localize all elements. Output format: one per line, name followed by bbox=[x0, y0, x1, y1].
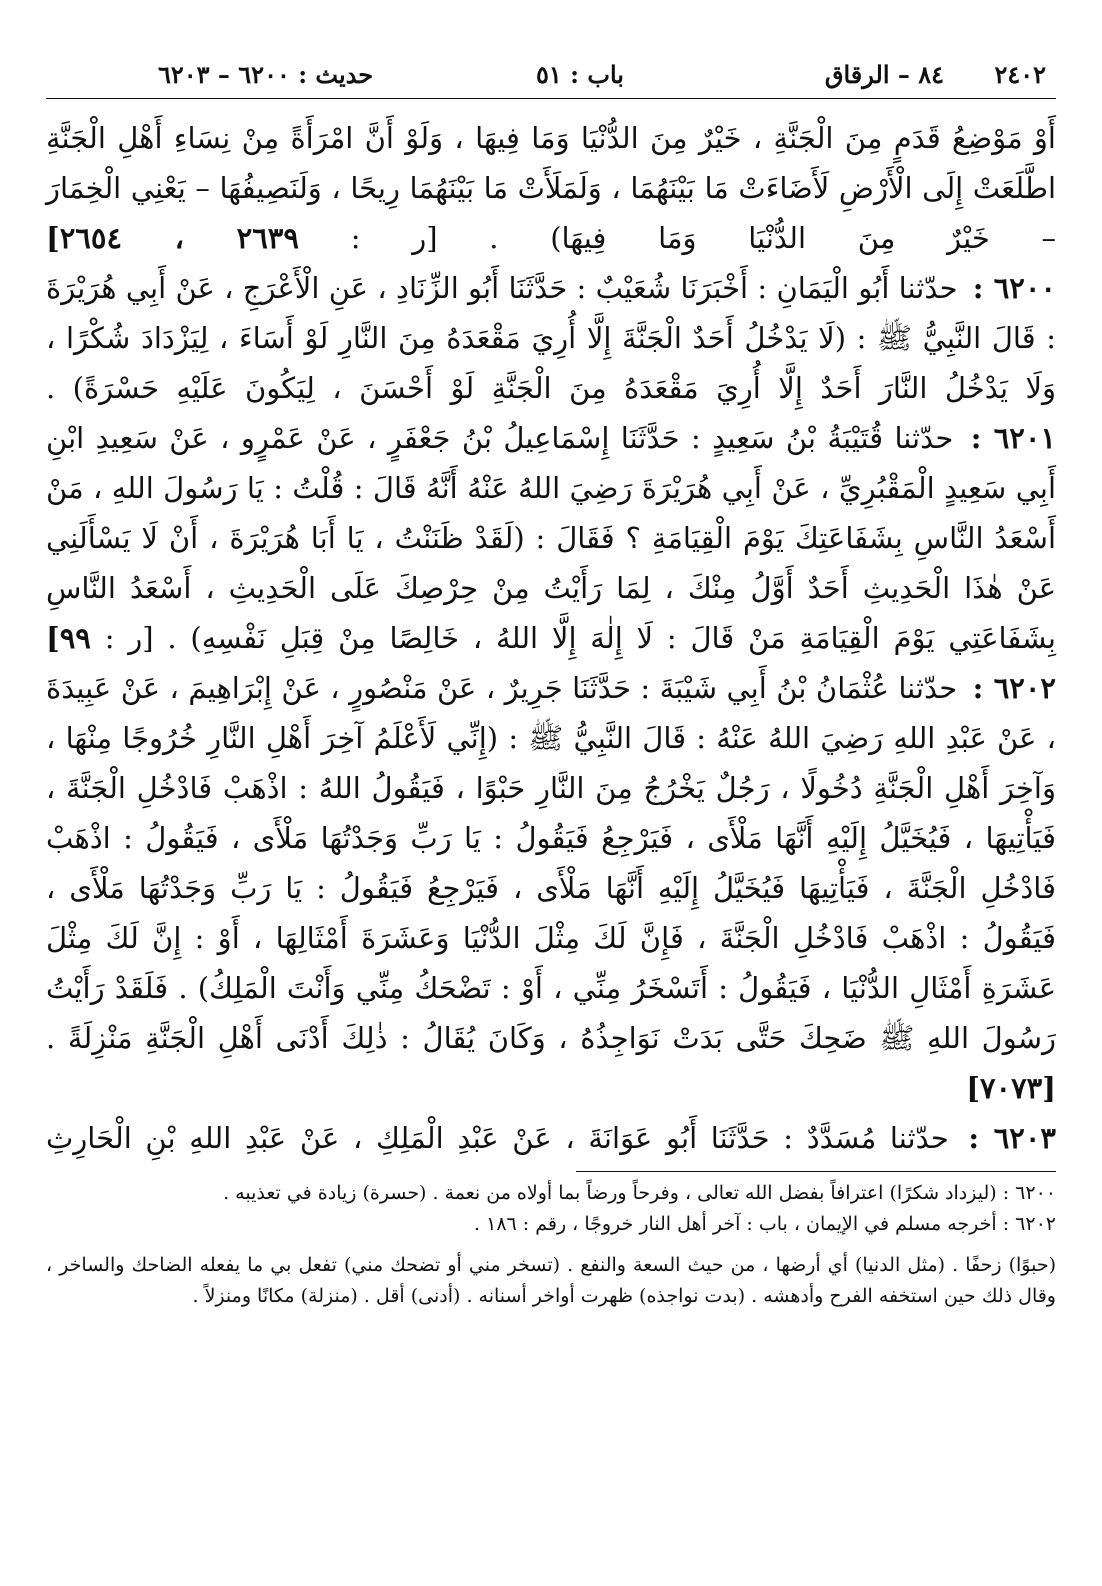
footnote-6200: ٦٢٠٠ : (ليزداد شكرًا) اعترافاً بفضل الله تعالى ، وفرحاً ورضاً بما أولاه من نعمة . (حسرة) زيادة في تعذيبه . bbox=[223, 1182, 1056, 1204]
hadith-range: حديث : ٦٢٠٠ – ٦٢٠٣ bbox=[158, 60, 374, 89]
hadith-6202 bbox=[46, 663, 1056, 1113]
hadith-6203 bbox=[46, 1113, 1056, 1163]
hadith-number: ٦٢٠٠ : bbox=[972, 271, 1056, 305]
footnote-divider bbox=[576, 1171, 1056, 1172]
book-title: ٨٤ – الرقاق bbox=[824, 60, 944, 89]
cross-reference: ٩٩] bbox=[46, 621, 91, 655]
footnote-6202: ٦٢٠٢ : أخرجه مسلم في الإيمان ، باب : آخر أهل النار خروجًا ، رقم : ١٨٦ . bbox=[474, 1213, 1056, 1235]
footnote-spacer bbox=[46, 1240, 1056, 1250]
page-header bbox=[46, 54, 1056, 99]
paragraph-continuation bbox=[46, 113, 1056, 263]
hadith-number: ٦٢٠٢ : bbox=[972, 671, 1056, 705]
hadith-number: ٦٢٠٣ : bbox=[968, 1121, 1056, 1155]
paragraph-text: حدّثنا مُسَدَّدٌ : حَدَّثَنَا أَبُو عَوَانَةَ ، عَنْ عَبْدِ الْمَلِكِ ، عَنْ عَبْدِ اللهِ بْنِ الْحَارِثِ bbox=[46, 1121, 949, 1155]
hadith-6200 bbox=[46, 263, 1056, 413]
cross-reference: ٢٦٣٩ ، ٢٦٥٤] bbox=[46, 221, 299, 255]
paragraph-text: حدّثنا قُتَيْبَةُ بْنُ سَعِيدٍ : حَدَّثَنَا إِسْمَاعِيلُ بْنُ جَعْفَرٍ ، عَنْ عَمْرٍو ، عَنْ سَعِيدِ ابْنِ أَبِي سَعِيدٍ الْمَقْبُرِيِّ ، عَنْ أَبِي هُرَيْرَةَ رَضِيَ اللهُ عَنْهُ أَنَّهُ قَالَ : قُلْتُ : يَا رَسُولَ اللهِ ، مَنْ أَسْعَدُ النَّاسِ بِشَفَاعَتِكَ يَوْمَ الْقِيَامَةِ ؟ فَقَالَ : (لَقَدْ ظَنَنْتُ ، يَا أَبَا هُرَيْرَةَ ، أَنْ لَا يَسْأَلَنِي عَنْ هٰذَا الْحَدِيثِ أَحَدٌ أَوَّلُ مِنْكَ ، لِمَا رَأَيْتُ مِنْ حِرْصِكَ عَلَى الْحَدِيثِ ، أَسْعَدُ النَّاسِ بِشَفَاعَتِي يَوْمَ الْقِيَامَةِ مَنْ قَالَ : لَا إِلٰهَ إِلَّا اللهُ ، خَالِصًا مِنْ قِبَلِ نَفْسِهِ) . [ر : bbox=[46, 421, 1056, 655]
cross-reference: [٧٠٧٣] bbox=[966, 1071, 1056, 1105]
hadith-number: ٦٢٠١ : bbox=[970, 421, 1056, 455]
footnotes bbox=[46, 1178, 1056, 1312]
paragraph-text: أَوْ مَوْضِعُ قَدَمٍ مِنَ الْجَنَّةِ ، خَيْرٌ مِنَ الدُّنْيَا وَمَا فِيهَا ، وَلَوْ أَنَّ امْرَأَةً مِنْ نِسَاءِ أَهْلِ الْجَنَّةِ اطَّلَعَتْ إِلَى الْأَرْضِ لَأَضَاءَتْ مَا بَيْنَهُمَا ، وَلَمَلَأَتْ مَا بَيْنَهُمَا رِيحًا ، وَلَنَصِيفُهَا – يَعْنِي الْخِمَارَ – خَيْرٌ مِنَ الدُّنْيَا وَمَا فِيهَا) . [ر : bbox=[46, 121, 1057, 255]
hadith-6201 bbox=[46, 413, 1056, 663]
chapter-label: باب : ٥١ bbox=[536, 60, 624, 89]
footnote-glossary: (حبوًا) زحفًا . (مثل الدنيا) أي أرضها ، من حيث السعة والنفع . (تسخر مني أو تضحك مني) تفعل بي ما يفعله الضاحك والساخر ، وقال ذلك حين استخفه الفرح وأدهشه . (بدت نواجذه) ظهرت أواخر أسنانه . (أدنى) أقل . (منزلة) مكانًا ومنزلاً . bbox=[46, 1254, 1056, 1307]
page-number: ٢٤٠٢ bbox=[994, 60, 1046, 89]
main-text bbox=[46, 113, 1056, 1163]
paragraph-text: حدّثنا عُثْمَانُ بْنُ أَبِي شَيْبَةَ : حَدَّثَنَا جَرِيرٌ ، عَنْ مَنْصُورٍ ، عَنْ إِبْرَاهِيمَ ، عَنْ عَبِيدَةَ ، عَنْ عَبْدِ اللهِ رَضِيَ اللهُ عَنْهُ : قَالَ النَّبِيُّ ﷺ : (إِنِّي لَأَعْلَمُ آخِرَ أَهْلِ النَّارِ خُرُوجًا مِنْهَا ، وَآخِرَ أَهْلِ الْجَنَّةِ دُخُولًا ، رَجُلٌ يَخْرُجُ مِنَ النَّارِ حَبْوًا ، فَيَقُولُ اللهُ : اذْهَبْ فَادْخُلِ الْجَنَّةَ ، فَيَأْتِيهَا ، فَيُخَيَّلُ إِلَيْهِ أَنَّهَا مَلْأَى ، فَيَرْجِعُ فَيَقُولُ : يَا رَبِّ وَجَدْتُهَا مَلْأَى ، فَيَقُولُ : اذْهَبْ فَادْخُلِ الْجَنَّةَ ، فَيَأْتِيهَا فَيُخَيَّلُ إِلَيْهِ أَنَّهَا مَلْأَى ، فَيَرْجِعُ فَيَقُولُ : يَا رَبِّ وَجَدْتُهَا مَلْأَى ، فَيَقُولُ : اذْهَبْ فَادْخُلِ الْجَنَّةَ ، فَإِنَّ لَكَ مِثْلَ الدُّنْيَا وَعَشَرَةَ أَمْثَالِهَا ، أَوْ : إِنَّ لَكَ مِثْلَ عَشَرَةِ أَمْثَالِ الدُّنْيَا ، فَيَقُولُ : أَتَسْخَرُ مِنِّي ، أَوْ : تَضْحَكُ مِنِّي وَأَنْتَ الْمَلِكُ) . فَلَقَدْ رَأَيْتُ رَسُولَ اللهِ ﷺ ضَحِكَ حَتَّى بَدَتْ نَوَاجِذُهُ ، وَكَانَ يُقَالُ : ذٰلِكَ أَدْنَى أَهْلِ الْجَنَّةِ مَنْزِلَةً . bbox=[46, 671, 1056, 1055]
paragraph-text: حدّثنا أَبُو الْيَمَانِ : أَخْبَرَنَا شُعَيْبٌ : حَدَّثَنَا أَبُو الزِّنَادِ ، عَنِ الْأَعْرَجِ ، عَنْ أَبِي هُرَيْرَةَ : قَالَ النَّبِيُّ ﷺ : (لَا يَدْخُلُ أَحَدٌ الْجَنَّةَ إِلَّا أُرِيَ مَقْعَدَهُ مِنَ النَّارِ لَوْ أَسَاءَ ، لِيَزْدَادَ شُكْرًا ، وَلَا يَدْخُلُ النَّارَ أَحَدٌ إِلَّا أُرِيَ مَقْعَدَهُ مِنَ الْجَنَّةِ لَوْ أَحْسَنَ ، لِيَكُونَ عَلَيْهِ حَسْرَةً) . bbox=[46, 271, 1056, 405]
